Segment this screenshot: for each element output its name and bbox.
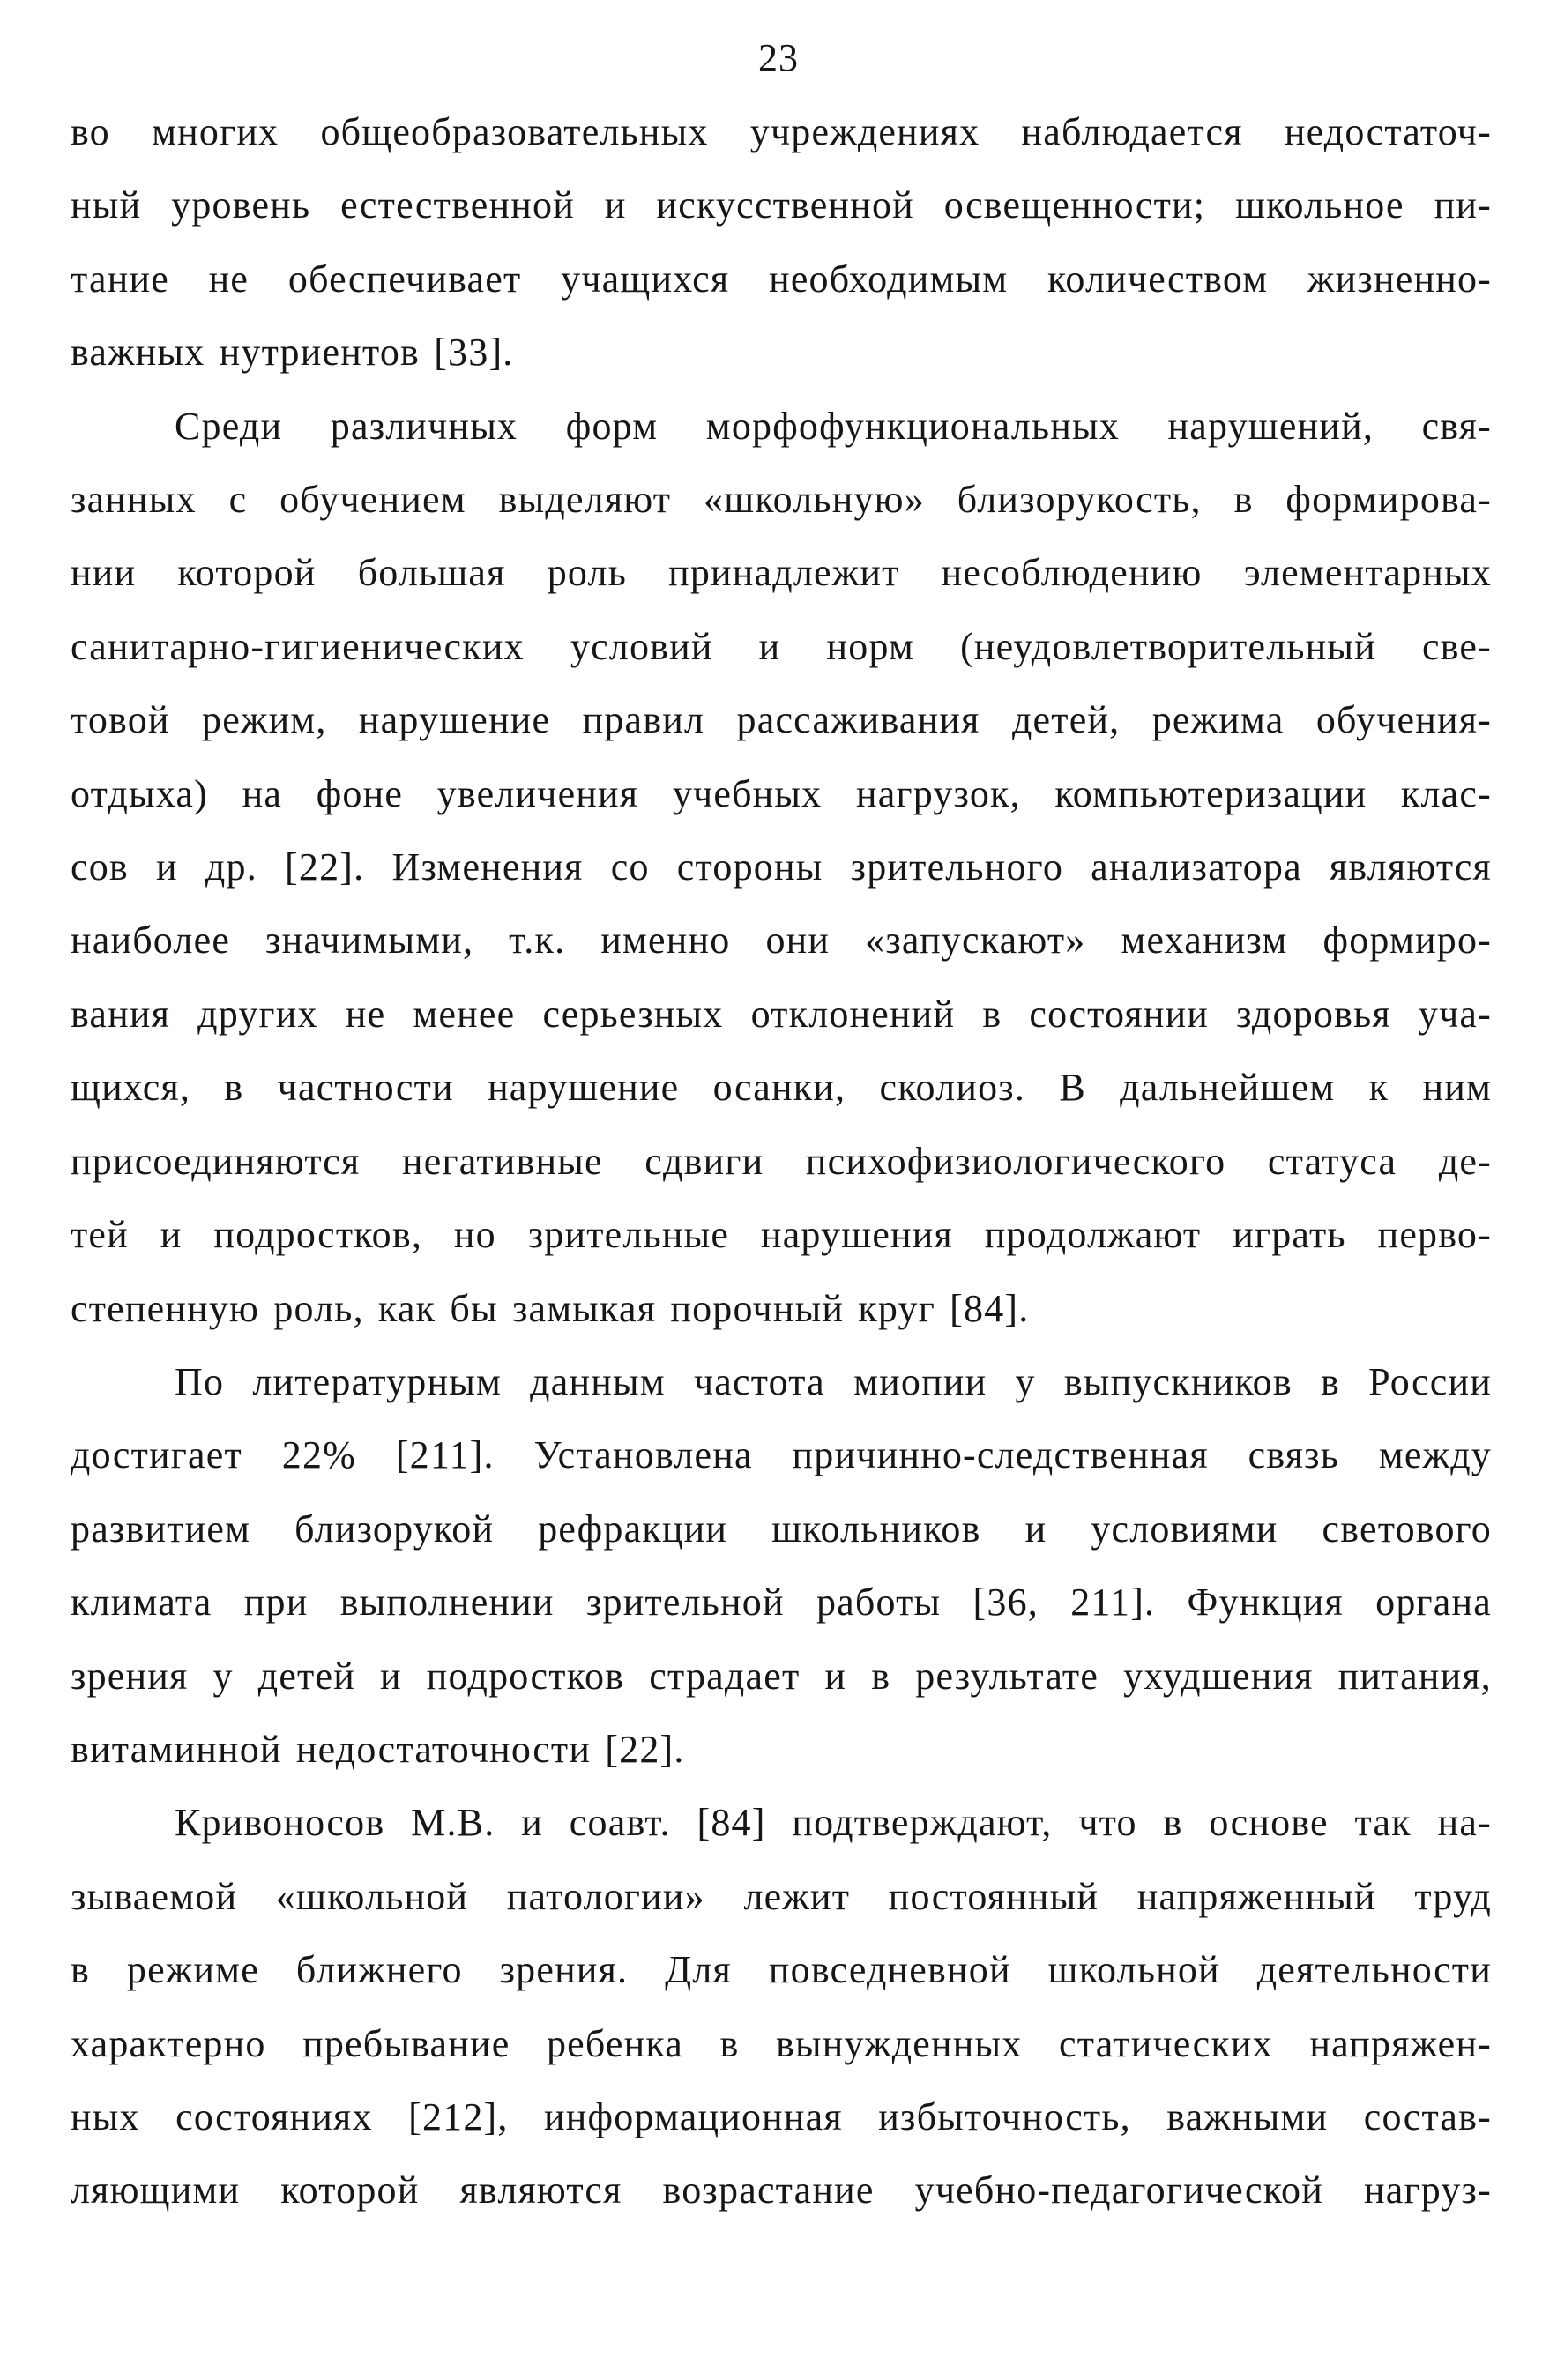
text-line: в режиме ближнего зрения. Для повседневной школьной деятельности [71,1948,1492,1992]
text-line: ный уровень естественной и искусственной освещенности; школьное пи- [71,183,1492,227]
text-line: ляющими которой являются возрастание учебно-педагогической нагруз- [71,2168,1492,2213]
text-line: щихся, в частности нарушение осанки, сколиоз. В дальнейшем к ним [71,1066,1492,1110]
text-line: Кривоносов М.В. и соавт. [84] подтверждают, что в основе так на- [175,1801,1492,1845]
text-line: отдыха) на фоне увеличения учебных нагрузок, компьютеризации клас- [71,771,1492,815]
text-line: Среди различных форм морфофункциональных нарушений, свя- [175,404,1492,448]
text-line: зрения у детей и подростков страдает и в результате ухудшения питания, [71,1654,1492,1698]
text-line: ных состояниях [212], информационная избыточность, важными состав- [71,2094,1492,2138]
text-line: нии которой большая роль принадлежит несоблюдению элементарных [71,551,1492,595]
text-line: наиболее значимыми, т.к. именно они «запускают» механизм формиро- [71,919,1492,963]
paragraph-2 [71,390,1492,1345]
text-line: климата при выполнении зрительной работы [36, 211]. Функция органа [71,1580,1492,1625]
text-line: тание не обеспечивает учащихся необходимым количеством жизненно- [71,257,1492,301]
page-body [71,95,1492,2228]
text-line: занных с обучением выделяют «школьную» близорукость, в формирова- [71,478,1492,522]
text-line: По литературным данным частота миопии у выпускников в России [175,1359,1492,1403]
text-line: товой режим, нарушение правил рассаживания детей, режима обучения- [71,698,1492,742]
paragraph-1 [71,95,1492,390]
text-line: присоединяются негативные сдвиги психофизиологического статуса де- [71,1139,1492,1183]
text-line: развитием близорукой рефракции школьников и условиями светового [71,1506,1492,1551]
text-line: достигает 22% [211]. Установлена причинно-следственная связь между [71,1433,1492,1477]
text-line: во многих общеобразовательных учреждениях наблюдается недостаточ- [71,110,1492,153]
text-line: вания других не менее серьезных отклонений в состоянии здоровья уча- [71,992,1492,1036]
text-line: санитарно-гигиенических условий и норм (неудовлетворительный све- [71,624,1492,668]
page-number: 23 [758,36,799,79]
paragraph-3 [71,1345,1492,1786]
text-line: зываемой «школьной патологии» лежит постоянный напряженный труд [71,1874,1492,1918]
text-line: витаминной недостаточности [22]. [71,1727,685,1771]
paragraph-4 [71,1786,1492,2227]
text-line: сов и др. [22]. Изменения со стороны зрительного анализатора являются [71,845,1492,889]
text-line: характерно пребывание ребенка в вынужденных статических напряжен- [71,2021,1492,2065]
text-line: важных нутриентов [33]. [71,331,514,375]
text-line: тей и подростков, но зрительные нарушения продолжают играть перво- [71,1213,1492,1257]
text-line: степенную роль, как бы замыкая порочный круг [84]. [71,1286,1030,1330]
